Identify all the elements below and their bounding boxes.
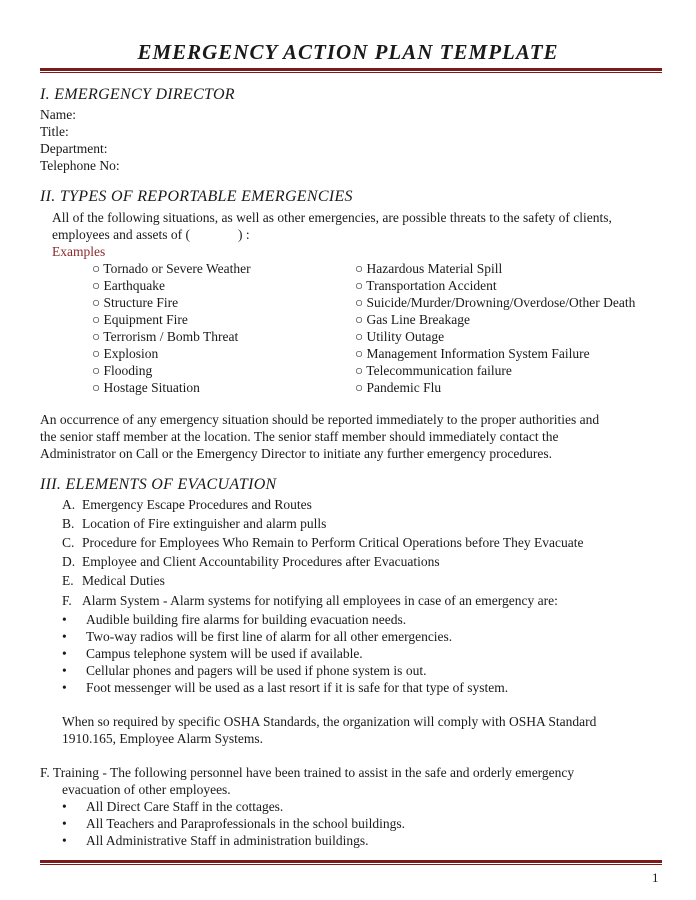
list-item-text: Hostage Situation [103, 380, 200, 395]
hollow-bullet-icon: ○ [355, 295, 364, 310]
evacuation-element [62, 572, 165, 589]
bullet-icon: • [62, 646, 67, 661]
list-item [355, 294, 635, 311]
element-text: Employee and Client Accountability Procedures after Evacuations [82, 554, 440, 569]
list-item [92, 311, 188, 328]
alarm-bullet [62, 645, 363, 662]
evacuation-element [62, 496, 312, 513]
hollow-bullet-icon: ○ [355, 329, 364, 344]
occurrence-paragraph-line: Administrator on Call or the Emergency Director to initiate any further emergency procedures. [40, 446, 552, 461]
list-item-text: Terrorism / Bomb Threat [103, 329, 239, 344]
occurrence-paragraph-line: An occurrence of any emergency situation should be reported immediately to the proper authorities and [40, 412, 600, 427]
bullet-text: Audible building fire alarms for building evacuation needs. [86, 612, 407, 627]
evacuation-element [62, 592, 558, 609]
element-letter: D. [62, 554, 76, 569]
list-item [92, 362, 152, 379]
hollow-bullet-icon: ○ [92, 278, 101, 293]
hollow-bullet-icon: ○ [92, 346, 101, 361]
hollow-bullet-icon: ○ [92, 261, 101, 276]
element-text: Emergency Escape Procedures and Routes [82, 497, 312, 512]
list-item [92, 277, 165, 294]
section-2-intro-line-2 [52, 226, 250, 243]
hollow-bullet-icon: ○ [92, 329, 101, 344]
alarm-bullet [62, 662, 426, 679]
bullet-icon: • [62, 816, 67, 831]
list-item [355, 260, 502, 277]
section-1-heading: I. EMERGENCY DIRECTOR [40, 86, 235, 103]
examples-label: Examples [52, 244, 106, 259]
element-letter: F. [62, 593, 72, 608]
list-item-text: Suicide/Murder/Drowning/Overdose/Other Death [366, 295, 636, 310]
training-paragraph-line: F. Training - The following personnel have been trained to assist in the safe and orderly emergency [40, 765, 575, 780]
bullet-text: All Teachers and Paraprofessionals in the school buildings. [86, 816, 405, 831]
list-item [355, 277, 497, 294]
element-letter: A. [62, 497, 76, 512]
evacuation-element [62, 515, 326, 532]
training-bullet [62, 832, 369, 849]
field-department-label: Department: [40, 141, 108, 156]
list-item-text: Management Information System Failure [366, 346, 590, 361]
element-text: Location of Fire extinguisher and alarm pulls [82, 516, 327, 531]
training-paragraph-line: evacuation of other employees. [62, 782, 231, 797]
bullet-text: Cellular phones and pagers will be used if phone system is out. [86, 663, 427, 678]
hollow-bullet-icon: ○ [92, 312, 101, 327]
list-item [355, 311, 470, 328]
intro-line-2-start: employees and assets of ( [52, 227, 190, 242]
hollow-bullet-icon: ○ [92, 295, 101, 310]
footer-rule [40, 860, 662, 865]
hollow-bullet-icon: ○ [355, 380, 364, 395]
element-letter: C. [62, 535, 75, 550]
occurrence-paragraph-line: the senior staff member at the location. The senior staff member should immediately contact the [40, 429, 559, 444]
element-letter: E. [62, 573, 74, 588]
hollow-bullet-icon: ○ [355, 346, 364, 361]
list-item-text: Equipment Fire [103, 312, 188, 327]
section-2-heading: II. TYPES OF REPORTABLE EMERGENCIES [40, 188, 353, 205]
list-item-text: Pandemic Flu [366, 380, 442, 395]
list-item [355, 379, 441, 396]
list-item-text: Transportation Accident [366, 278, 497, 293]
bullet-text: All Administrative Staff in administration buildings. [86, 833, 369, 848]
list-item-text: Gas Line Breakage [366, 312, 470, 327]
bullet-icon: • [62, 680, 67, 695]
list-item [355, 362, 512, 379]
evacuation-element [62, 553, 440, 570]
osha-paragraph-line: 1910.165, Employee Alarm Systems. [62, 731, 263, 746]
intro-line-2-end: ) : [237, 227, 250, 242]
bullet-icon: • [62, 799, 67, 814]
training-bullet [62, 798, 283, 815]
bullet-icon: • [62, 833, 67, 848]
field-name-label: Name: [40, 107, 76, 122]
bullet-text: Two-way radios will be first line of alarm for all other emergencies. [86, 629, 453, 644]
list-item [92, 328, 238, 345]
hollow-bullet-icon: ○ [92, 363, 101, 378]
alarm-bullet [62, 611, 406, 628]
field-telephone-label: Telephone No: [40, 158, 120, 173]
hollow-bullet-icon: ○ [92, 380, 101, 395]
field-title-label: Title: [40, 124, 69, 139]
list-item [92, 294, 178, 311]
bullet-text: Foot messenger will be used as a last resort if it is safe for that type of system. [86, 680, 509, 695]
list-item [355, 328, 444, 345]
bullet-icon: • [62, 663, 67, 678]
element-text: Procedure for Employees Who Remain to Perform Critical Operations before They Evacuate [82, 535, 584, 550]
page-number: 1 [652, 870, 659, 885]
bullet-text: All Direct Care Staff in the cottages. [86, 799, 284, 814]
list-item-text: Tornado or Severe Weather [103, 261, 251, 276]
list-item-text: Explosion [103, 346, 159, 361]
alarm-bullet [62, 679, 508, 696]
element-text: Medical Duties [82, 573, 165, 588]
list-item-text: Utility Outage [366, 329, 445, 344]
osha-paragraph-line: When so required by specific OSHA Standards, the organization will comply with OSHA Standard [62, 714, 597, 729]
bullet-icon: • [62, 629, 67, 644]
training-bullet [62, 815, 405, 832]
page-title: EMERGENCY ACTION PLAN TEMPLATE [137, 40, 559, 64]
bullet-icon: • [62, 612, 67, 627]
list-item-text: Hazardous Material Spill [366, 261, 503, 276]
list-item-text: Telecommunication failure [366, 363, 512, 378]
list-item-text: Flooding [103, 363, 153, 378]
list-item [92, 379, 200, 396]
list-item [92, 345, 158, 362]
bullet-text: Campus telephone system will be used if available. [86, 646, 363, 661]
hollow-bullet-icon: ○ [355, 261, 364, 276]
element-letter: B. [62, 516, 75, 531]
list-item [92, 260, 251, 277]
alarm-bullet [62, 628, 452, 645]
element-text: Alarm System - Alarm systems for notifying all employees in case of an emergency are: [82, 593, 558, 608]
list-item-text: Earthquake [103, 278, 165, 293]
header-rule [40, 68, 662, 73]
section-2-intro-line-1: All of the following situations, as well as other emergencies, are possible threats to the safety of clients, [52, 210, 612, 225]
hollow-bullet-icon: ○ [355, 312, 364, 327]
hollow-bullet-icon: ○ [355, 363, 364, 378]
hollow-bullet-icon: ○ [355, 278, 364, 293]
evacuation-element [62, 534, 583, 551]
list-item [355, 345, 590, 362]
list-item-text: Structure Fire [103, 295, 179, 310]
section-3-heading: III. ELEMENTS OF EVACUATION [40, 476, 277, 493]
